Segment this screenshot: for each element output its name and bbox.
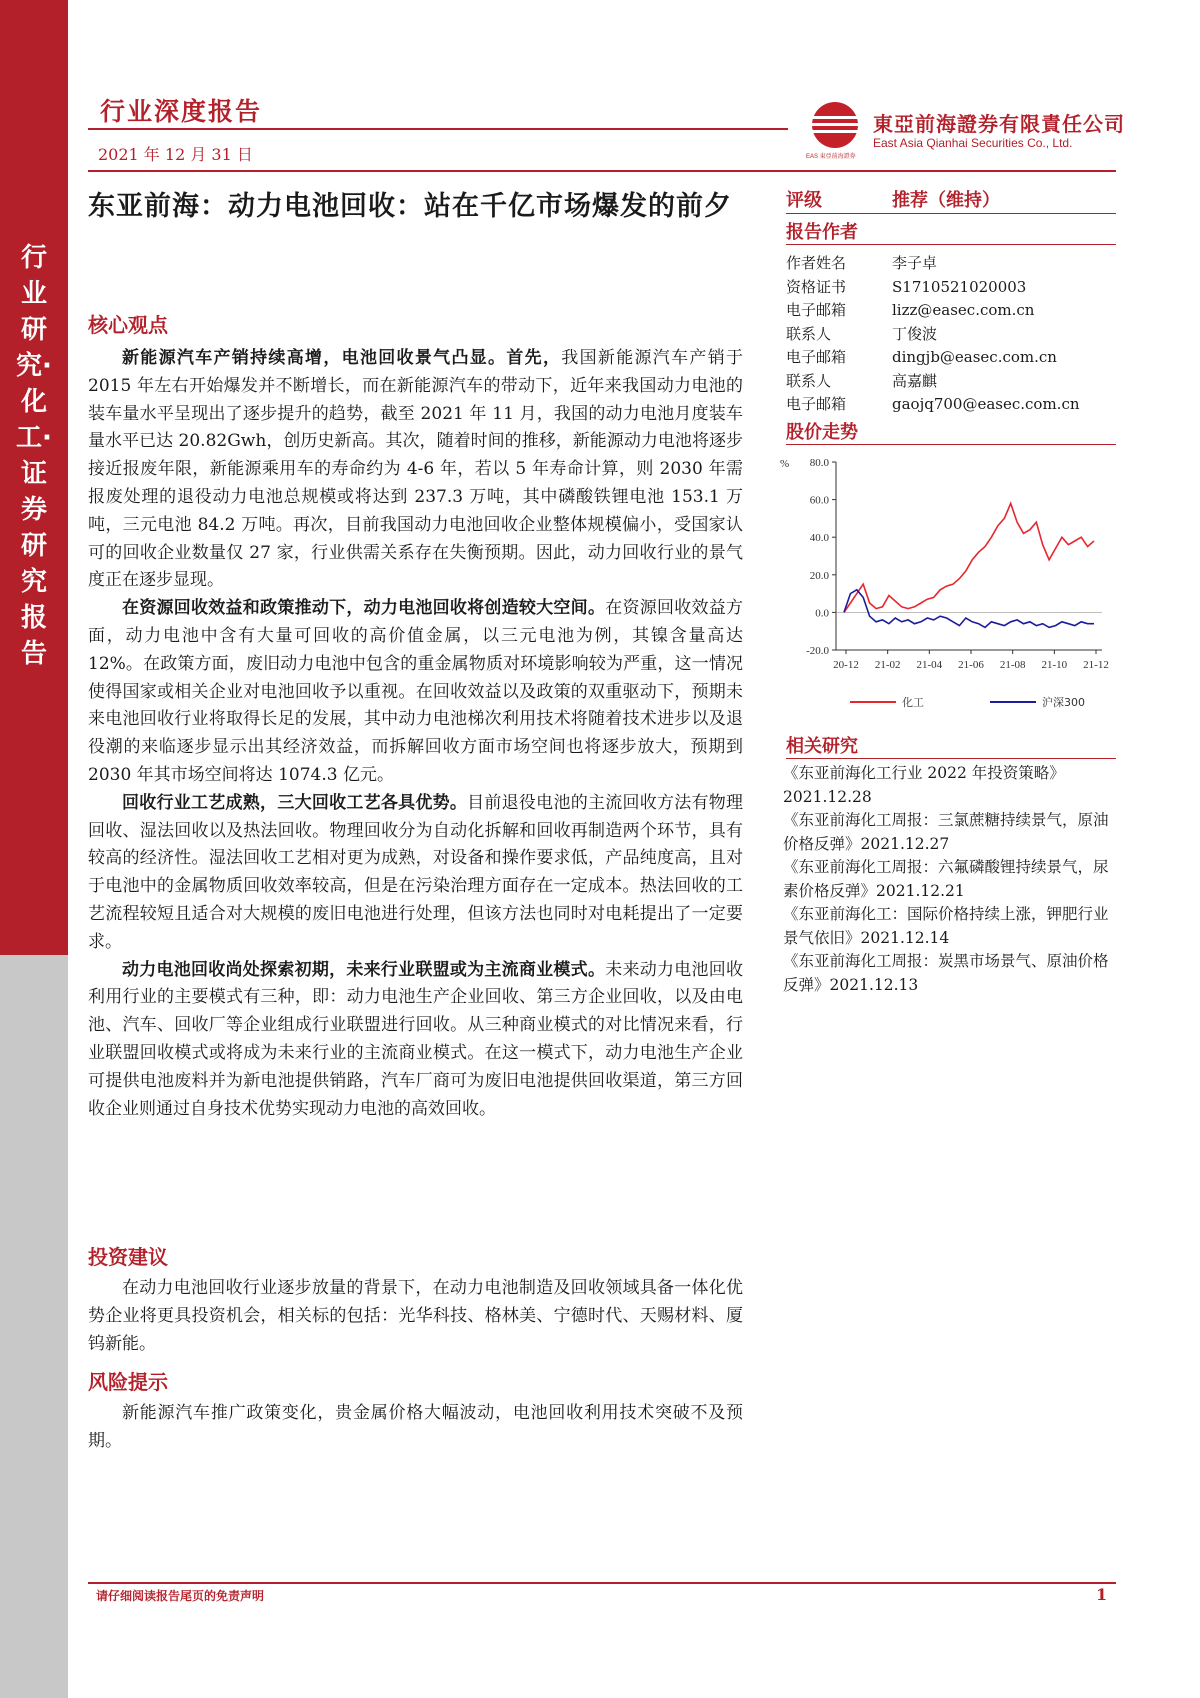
paragraph-lead: 在资源回收效益和政策推动下，动力电池回收将创造较大空间。 bbox=[122, 598, 606, 619]
x-tick-label: 21-10 bbox=[1041, 659, 1068, 671]
price-trend-rule bbox=[786, 444, 1116, 445]
author-row bbox=[786, 346, 1057, 367]
risk-body bbox=[88, 1400, 743, 1456]
author-row bbox=[786, 323, 937, 344]
author-key: 联系人 bbox=[786, 324, 832, 343]
y-unit-label: % bbox=[780, 458, 790, 470]
author-key: 电子邮箱 bbox=[786, 348, 847, 366]
series-line-csi300 bbox=[844, 590, 1094, 628]
paragraph-lead: 新能源汽车产销持续高增，电池回收景气凸显。首先， bbox=[122, 348, 562, 368]
y-tick-label: 0.0 bbox=[815, 607, 829, 620]
y-tick-label: 20.0 bbox=[809, 569, 829, 582]
rating-value: 推荐（维持） bbox=[892, 190, 1000, 211]
author-key: 资格证书 bbox=[786, 277, 847, 296]
core-paragraph bbox=[88, 790, 743, 957]
related-item[interactable]: 《东亚前海化工行业 2022 年投资策略》2021.12.28 bbox=[783, 764, 1065, 806]
author-row bbox=[786, 299, 1034, 320]
related-item[interactable]: 《东亚前海化工周报：六氟磷酸锂持续景气，尿素价格反弹》2021.12.21 bbox=[783, 858, 1109, 900]
rating-rule bbox=[786, 213, 1116, 214]
author-value[interactable]: dingjb@easec.com.cn bbox=[892, 348, 1057, 366]
invest-heading: 投资建议 bbox=[88, 1245, 168, 1269]
footer-disclaimer: 请仔细阅读报告尾页的免责声明 bbox=[96, 1589, 265, 1603]
x-tick-label: 21-06 bbox=[958, 659, 984, 671]
y-tick-label: -20.0 bbox=[806, 645, 829, 657]
author-row bbox=[786, 276, 1026, 297]
paragraph-text: 目前退役电池的主流回收方法有物理回收、湿法回收以及热法回收。物理回收分为自动化拆解和回收再制造两个环节，具有较高的经济性。湿法回收工艺相对更为成熟，对设备和操作要求低，产品纯度高，且对于电池中的金属物质回收效率较高，但是在污染治理方面存在一定成本。热法回收的工艺流程较短且适合对大规模的废旧电池进行处理，但该方法也同时对电耗提出了一定要求。 bbox=[88, 792, 744, 952]
author-value: 李子卓 bbox=[892, 254, 938, 272]
author-row bbox=[786, 370, 937, 391]
author-key: 电子邮箱 bbox=[786, 395, 847, 413]
price-trend-chart bbox=[780, 448, 1116, 718]
footer-rule bbox=[88, 1582, 1116, 1584]
author-value: 丁俊波 bbox=[892, 324, 938, 343]
legend-label: 化工 bbox=[902, 696, 924, 709]
page-number: 1 bbox=[1096, 1585, 1108, 1604]
risk-heading: 风险提示 bbox=[88, 1370, 168, 1394]
invest-body bbox=[88, 1275, 743, 1358]
invest-text: 在动力电池回收行业逐步放量的背景下，在动力电池制造及回收领域具备一体化优势企业将更具投资机会，相关标的包括：光华科技、格林美、宁德时代、天赐材料、厦钨新能。 bbox=[88, 1278, 743, 1354]
core-views-heading: 核心观点 bbox=[88, 313, 168, 337]
y-tick-label: 80.0 bbox=[809, 457, 829, 469]
authors-heading: 报告作者 bbox=[786, 222, 858, 243]
report-title: 东亚前海：动力电池回收：站在千亿市场爆发的前夕 bbox=[88, 191, 732, 222]
author-key: 作者姓名 bbox=[786, 254, 847, 272]
series-line-chemical bbox=[844, 503, 1094, 612]
core-paragraph bbox=[88, 345, 743, 595]
report-date: 2021 年 12 月 31 日 bbox=[98, 145, 253, 164]
y-tick-label: 40.0 bbox=[809, 532, 829, 545]
report-type: 行业深度报告 bbox=[100, 97, 263, 126]
x-tick-label: 21-08 bbox=[999, 659, 1026, 671]
sidebar-label: 行业研究·化工·证券研究报告 bbox=[16, 243, 52, 669]
author-key: 电子邮箱 bbox=[786, 301, 847, 319]
authors-rule bbox=[786, 244, 1116, 245]
header-rule-long bbox=[88, 170, 1116, 172]
company-name-en: East Asia Qianhai Securities Co., Ltd. bbox=[873, 136, 1073, 150]
author-row bbox=[786, 393, 1080, 414]
core-views-body bbox=[88, 345, 743, 1123]
author-value[interactable]: gaojq700@easec.com.cn bbox=[892, 395, 1080, 413]
company-logo-icon bbox=[808, 100, 862, 152]
risk-text: 新能源汽车推广政策变化，贵金属价格大幅波动，电池回收利用技术突破不及预期。 bbox=[88, 1403, 743, 1451]
paragraph-text: 未来动力电池回收利用行业的主要模式有三种，即：动力电池生产企业回收、第三方企业回收，以及由电池、汽车、回收厂等企业组成行业联盟进行回收。从三种商业模式的对比情况来看，行业联盟回收模式或将成为未来行业的主流商业模式。在这一模式下，动力电池生产企业可提供电池废料并为新电池提供销路，汽车厂商可为废旧电池提供回收渠道，第三方回收企业则通过自身技术优势实现动力电池的高效回收。 bbox=[88, 959, 744, 1119]
related-heading: 相关研究 bbox=[786, 736, 858, 757]
logo-abbr: EAS 東亞前海證券 bbox=[806, 154, 856, 160]
price-trend-heading: 股价走势 bbox=[786, 422, 858, 443]
related-item[interactable]: 《东亚前海化工周报：炭黑市场景气、原油价格反弹》2021.12.13 bbox=[783, 952, 1109, 994]
core-paragraph bbox=[88, 957, 743, 1124]
paragraph-text: 在资源回收效益方面，动力电池中含有大量可回收的高价值金属，以三元电池为例，其镍含量高达 12%。在政策方面，废旧动力电池中包含的重金属物质对环境影响较为严重，这一情况使得国家或相关企业对电池回收予以重视。在回收效益以及政策的双重驱动下，预期未来电池回收行业将取得长足的发展，其中动力电池梯次利用技术将随着技术进步以及退役潮的来临逐步显示出其经济效益，而拆解回收方面市场空间也将逐步放大，预期到 2030 年其市场空间将达 1074.3 亿元。 bbox=[88, 598, 744, 785]
x-tick-label: 21-12 bbox=[1083, 659, 1109, 671]
x-tick-label: 21-02 bbox=[874, 659, 901, 671]
legend-label: 沪深300 bbox=[1042, 696, 1085, 709]
author-value: 高嘉麒 bbox=[892, 371, 938, 390]
author-row bbox=[786, 252, 937, 273]
y-tick-label: 60.0 bbox=[809, 494, 829, 507]
related-rule bbox=[786, 758, 1116, 759]
rating-label: 评级 bbox=[786, 190, 822, 211]
related-item[interactable]: 《东亚前海化工：国际价格持续上涨，钾肥行业景气依旧》2021.12.14 bbox=[783, 905, 1109, 947]
paragraph-lead: 动力电池回收尚处探索初期，未来行业联盟或为主流商业模式。 bbox=[122, 959, 606, 980]
author-value: S1710521020003 bbox=[892, 277, 1027, 296]
author-value[interactable]: lizz@easec.com.cn bbox=[892, 301, 1035, 319]
paragraph-text: 我国新能源汽车产销于 2015 年左右开始爆发并不断增长，而在新能源汽车的带动下，近年来我国动力电池的装车量水平呈现出了逐步提升的趋势，截至 2021 年 11 月，我国的动力电池月度装车量水平已达 20.82Gwh，创历史新高。其次，随着时间的推移，新能源动力电池将逐步接近报废年限，新能源乘用车的寿命约为 4-6 年，若以 5 年寿命计算，则 2030 年需报废处理的退役动力电池总规模或将达到 237.3 万吨，其中磷酸铁锂电池 153.1 万吨，三元电池 84.2 万吨。再次，目前我国动力电池回收企业整体规模偏小，受国家认可的回收企业数量仅 27 家，行业供需关系存在失衡预期。因此，动力回收行业的景气度正在逐步显现。 bbox=[88, 348, 744, 591]
author-key: 联系人 bbox=[786, 371, 832, 390]
related-list bbox=[783, 762, 1113, 997]
header-rule bbox=[88, 128, 788, 130]
x-tick-label: 20-12 bbox=[833, 659, 859, 671]
x-tick-label: 21-04 bbox=[916, 659, 943, 671]
related-item[interactable]: 《东亚前海化工周报：三氯蔗糖持续景气，原油价格反弹》2021.12.27 bbox=[783, 811, 1109, 853]
company-name-cn: 東亞前海證券有限責任公司 bbox=[873, 112, 1125, 136]
core-paragraph bbox=[88, 595, 743, 790]
paragraph-lead: 回收行业工艺成熟，三大回收工艺各具优势。 bbox=[122, 792, 468, 813]
